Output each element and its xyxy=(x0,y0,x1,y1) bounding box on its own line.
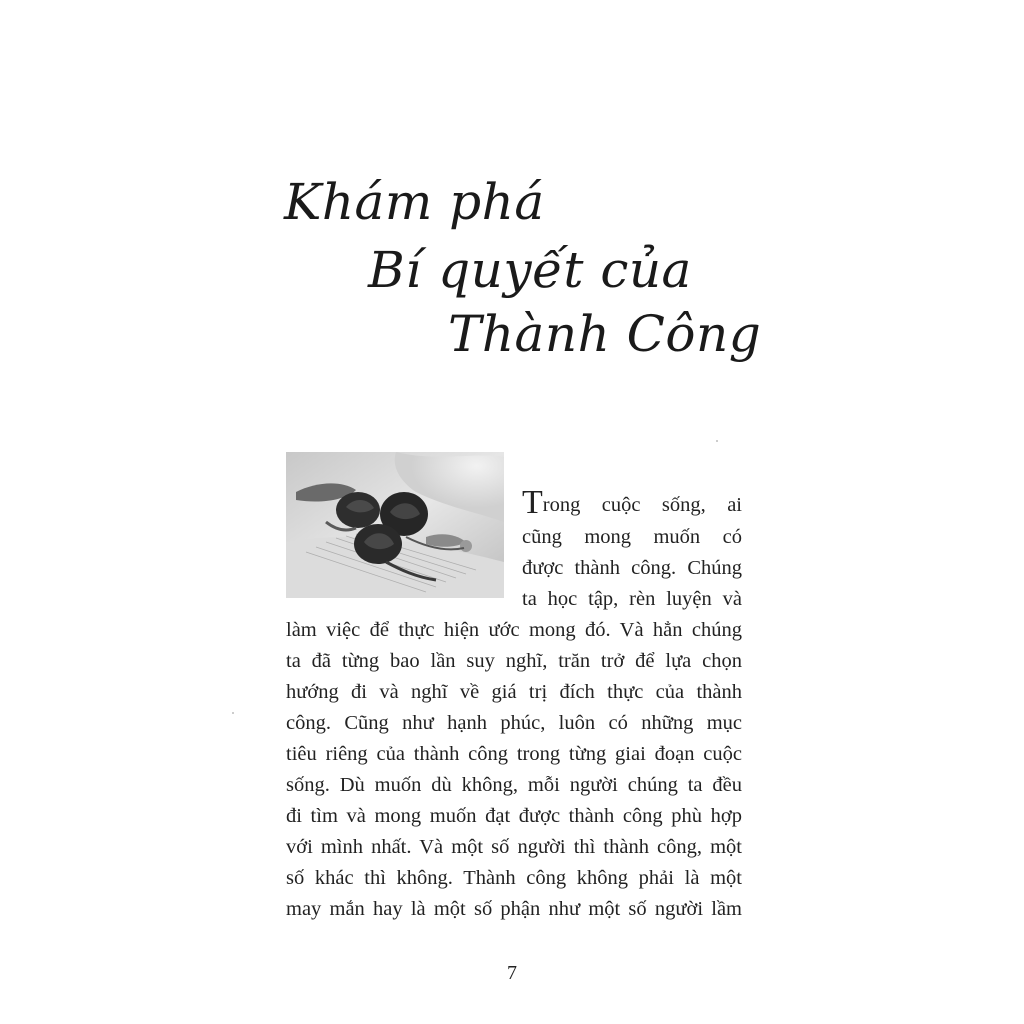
body-line-10: sống. Dù muốn dù không, mỗi người chúng ta đều xyxy=(286,774,742,796)
body-line-2: cũng mong muốn có xyxy=(522,526,742,548)
body-line-3: được thành công. Chúng xyxy=(522,557,742,579)
body-line-4: ta học tập, rèn luyện và xyxy=(522,588,742,610)
drop-cap: T xyxy=(522,488,543,518)
body-line-11: đi tìm và mong muốn đạt được thành công phù hợp xyxy=(286,805,742,827)
title-line-1: Khám phá xyxy=(284,173,545,231)
title-line-2: Bí quyết của xyxy=(368,241,692,299)
body-line-1 xyxy=(522,488,742,518)
body-line-13: số khác thì không. Thành công không phải là một xyxy=(286,867,742,889)
body-line-1-rest: rong cuộc sống, ai xyxy=(542,494,742,516)
rose-photo xyxy=(286,452,504,598)
body-line-9: tiêu riêng của thành công trong từng giai đoạn cuộc xyxy=(286,743,742,765)
body-line-8: công. Cũng như hạnh phúc, luôn có những mục xyxy=(286,712,742,734)
body-line-14: may mắn hay là một số phận như một số người lầm xyxy=(286,898,742,920)
body-line-5: làm việc để thực hiện ước mong đó. Và hẳn chúng xyxy=(286,619,742,641)
rose-photo-icon xyxy=(286,452,504,598)
title-line-3: Thành Công xyxy=(448,305,762,363)
scan-speck xyxy=(716,440,718,442)
body-line-12: với mình nhất. Và một số người thì thành công, một xyxy=(286,836,742,858)
page-number: 7 xyxy=(507,962,517,984)
body-line-6: ta đã từng bao lần suy nghĩ, trăn trở để lựa chọn xyxy=(286,650,742,672)
body-line-7: hướng đi và nghĩ về giá trị đích thực của thành xyxy=(286,681,742,703)
scan-speck xyxy=(232,712,234,714)
